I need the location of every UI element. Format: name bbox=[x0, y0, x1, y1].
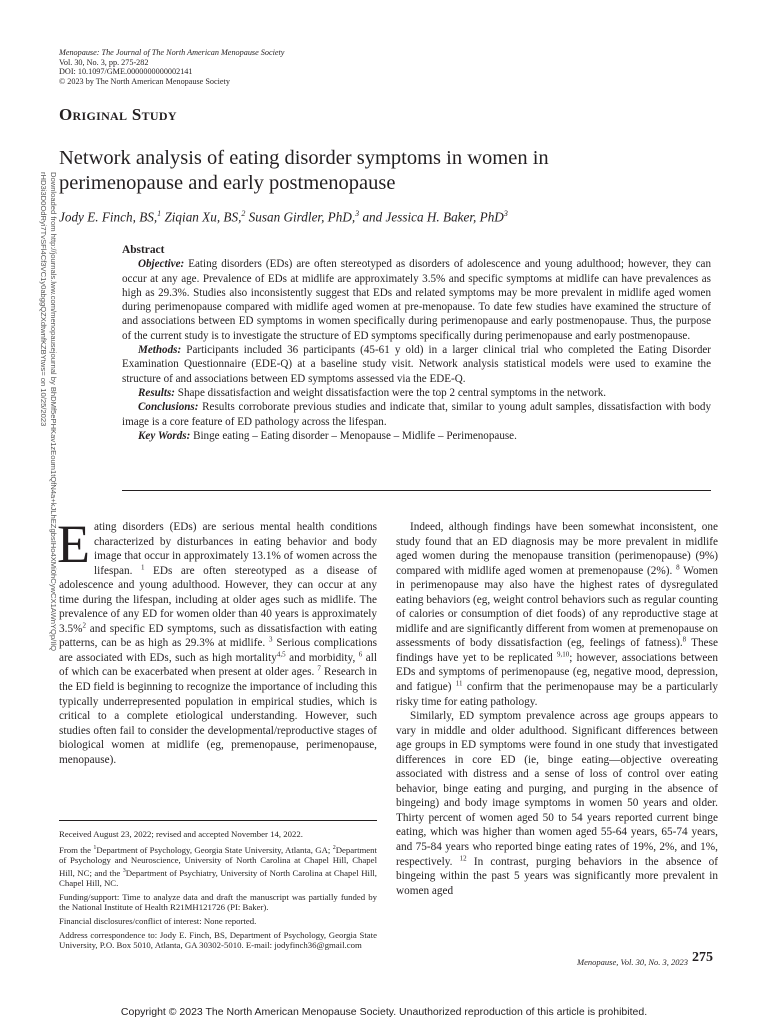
journal-header bbox=[59, 48, 419, 86]
footnotes bbox=[59, 829, 377, 954]
disclosures-note: Financial disclosures/conflict of interest: None reported. bbox=[59, 915, 257, 926]
funding-note: Funding/support: Time to analyze data and draft the manuscript was partially funded by the National Institute of Health R21MH121726 (PI: Baker). bbox=[59, 891, 377, 913]
page-number: 275 bbox=[692, 950, 713, 965]
footnote-divider bbox=[59, 820, 377, 821]
download-watermark: Downloaded from http://journals.lww.com/menopausejournal by BhDMf5ePHKav1zEoum1tQfN4a+kJLhEZgbsIHo4XMi0hCywCX1AWnYQp/IlQrHD3i3D0OdRyi7TvSFl4Cf3VC1y0abggQZXdtwnfKZBYtws= on 10/25/2023 bbox=[39, 172, 58, 651]
citation-ref[interactable]: 7 bbox=[317, 664, 321, 673]
citation-ref[interactable]: 11 bbox=[455, 679, 463, 688]
body-text: confirm that the perimenopause may be a particularly risky time for eating pathology. bbox=[396, 681, 718, 708]
author-name: Susan Girdler, PhD, bbox=[245, 209, 356, 225]
abstract-divider bbox=[122, 490, 711, 491]
methods-label: Methods: bbox=[138, 344, 182, 357]
body-text: and morbidity, bbox=[285, 651, 359, 664]
footer-journal: Menopause, Vol. 30, No. 3, 2023 bbox=[577, 957, 688, 967]
objective-text: Eating disorders (EDs) are often stereotyped as disorders of adolescence and young adulthood; however, they can occur at any age. Prevalence of EDs at midlife are approximately 3.5% and specific symptoms at midlife can have prevalences as high as 29.3%. Studies also inconsistently suggest that EDs and related symptoms may be more prevalent in midlife aged women during perimenopause compared with midlife aged women at pre-menopause. To date few studies have examined the structure of and associations between ED symptoms in women specifically during perimenopause and early postmenopause. Thus, the purpose of the current study is to investigate the structure of ED symptoms specifically during perimenopause and early postmenopause. bbox=[122, 258, 711, 342]
abstract bbox=[122, 243, 711, 443]
affiliation-mark: 2 bbox=[332, 844, 336, 851]
body-text: Serious complications are associated with EDs, such as high mortality bbox=[59, 637, 377, 664]
body-text: EDs are often stereotyped as a disease of adolescence and young adulthood. However, they can occur at any time during the lifespan, including at older ages such as midlife. The prevalence of any ED for women older than 40 years is approximately 3.5% bbox=[59, 564, 377, 635]
affiliation-mark: 3 bbox=[122, 867, 126, 874]
abstract-methods bbox=[122, 343, 711, 386]
body-column-left bbox=[57, 514, 378, 767]
affiliation-mark: 1 bbox=[93, 844, 97, 851]
footnote-text: Department of Psychology, Georgia State University, Atlanta, GA; bbox=[96, 844, 333, 855]
abstract-objective bbox=[122, 257, 711, 343]
citation-ref[interactable]: 6 bbox=[358, 650, 363, 659]
received-date: Received August 23, 2022; revised and accepted November 14, 2022. bbox=[59, 829, 303, 839]
abstract-conclusions bbox=[122, 400, 711, 429]
doi[interactable]: DOI: 10.1097/GME.0000000000002141 bbox=[59, 67, 193, 77]
correspondence-note: Address correspondence to: Jody E. Finch, BS, Department of Psychology, Georgia State University, P.O. Box 5010, Atlanta, GA 30302-5010. E-mail: jodyfinch36@gmail.com bbox=[59, 929, 377, 951]
results-label: Results: bbox=[138, 386, 175, 399]
affiliations bbox=[59, 843, 377, 889]
author-affiliation: 3 bbox=[503, 209, 508, 218]
citation-ref[interactable]: 2 bbox=[82, 621, 86, 630]
body-text: Similarly, ED symptom prevalence across age groups appears to vary in middle and older adulthood. Significant differences between age groups in ED symptoms were found in one study that investigated differences in core ED (ie, binge eating—objective overeating associated with distress and a sense of loss of control over eating behavior, binge eating and purging, and purging in the absence of bingeing) and body image symptoms in women 50 years and older. Thirty percent of women aged 50 to 54 years reported current binge eating, which was higher than women aged 55-64 years, 65-74 years, and 75-84 years who reported binge eating rates of 19%, 2%, and 1%, respectively. bbox=[396, 710, 718, 868]
body-text: ating disorders (EDs) are serious mental health conditions characterized by disturbances in eating behavior and body image that occur in approximately 13.1% of women across the lifespan. bbox=[94, 521, 377, 577]
body-column-right bbox=[396, 520, 718, 898]
article-title: Network analysis of eating disorder symptoms in women in perimenopause and early postmenopause bbox=[59, 147, 549, 194]
copyright-line: © 2023 by The North American Menopause Society bbox=[59, 76, 230, 86]
body-text: In contrast, purging behaviors in the absence of bingeing within the past 5 years was significantly more prevalent in women aged bbox=[396, 855, 719, 897]
citation-ref[interactable]: 4,5 bbox=[276, 650, 286, 659]
body-text: ; however, associations between EDs and symptoms of perimenopause (eg, negative mood, depression, and fatigue) bbox=[396, 651, 718, 694]
citation-ref[interactable]: 9,10 bbox=[556, 650, 570, 659]
author-list bbox=[59, 209, 659, 225]
body-text: and specific ED symptoms, such as dissatisfaction with eating patterns, can be as high as 29.3% at midlife. bbox=[59, 622, 377, 650]
conclusions-text: Results corroborate previous studies and indicate that, similar to young adult samples, dissatisfaction with body image is a core feature of ED pathology across the lifespan. bbox=[122, 401, 711, 428]
journal-name: Menopause: The Journal of The North American Menopause Society bbox=[59, 48, 285, 57]
drop-cap: E bbox=[57, 514, 90, 574]
footnote-text: Department of Psychology and Neuroscience, University of North Carolina at Chapel Hill, Chapel Hill, NC; and the bbox=[59, 844, 377, 878]
methods-text: Participants included 36 participants (45-61 y old) in a larger clinical trial who completed the Eating Disorder Examination Questionnaire (EDE-Q) at a baseline study visit. Network analysis statistical models were used to examine the structure of and associations between ED symptoms assessed via the EDE-Q. bbox=[122, 344, 711, 385]
body-paragraph bbox=[396, 520, 718, 709]
body-text: Research in the ED field is beginning to recognize the importance of including this typically underrepresented population in empirical studies, which is critical to a complete etiological understanding. However, such studies often fail to consider the developmental/reproductive stages of biological women at midlife (eg, premenopause, perimenopause, menopause). bbox=[59, 666, 377, 766]
body-text: These findings have yet to be replicated bbox=[396, 637, 718, 664]
body-text: Indeed, although findings have been somewhat inconsistent, one study found that an ED diagnosis may be more prevalent in midlife aged women during the menopause transition (perimenopause) (9%) compared with midlife aged women at premenopause (2%). bbox=[396, 521, 718, 577]
abstract-keywords bbox=[122, 429, 711, 443]
copyright-notice: Copyright © 2023 The North American Menopause Society. Unauthorized reproduction of this article is prohibited. bbox=[120, 1006, 648, 1018]
citation-ref[interactable]: 1 bbox=[140, 562, 145, 571]
author-affiliation: 3 bbox=[355, 209, 360, 218]
author-affiliation: 2 bbox=[241, 209, 246, 218]
keywords-text: Binge eating – Eating disorder – Menopause – Midlife – Perimenopause. bbox=[190, 429, 517, 442]
abstract-heading: Abstract bbox=[122, 244, 165, 256]
volume-info: Vol. 30, No. 3, pp. 275-282 bbox=[59, 57, 149, 67]
body-text: all of which can be exacerbated when present at older ages. bbox=[59, 651, 378, 679]
body-paragraph bbox=[57, 514, 378, 767]
section-label: Original Study bbox=[59, 105, 177, 124]
citation-ref[interactable]: 3 bbox=[269, 635, 273, 644]
citation-ref[interactable]: 12 bbox=[459, 853, 467, 862]
citation-ref[interactable]: 8 bbox=[676, 562, 680, 571]
footnote-text: From the bbox=[59, 844, 94, 855]
author-name: and Jessica H. Baker, PhD bbox=[359, 209, 504, 225]
objective-label: Objective: bbox=[138, 258, 185, 271]
author-name: Jody E. Finch, BS, bbox=[59, 209, 158, 225]
body-paragraph bbox=[396, 709, 718, 898]
abstract-results bbox=[122, 386, 711, 400]
conclusions-label: Conclusions: bbox=[138, 401, 199, 414]
author-affiliation: 1 bbox=[157, 209, 162, 218]
body-text: Women in perimenopause may also have the highest rates of dysregulated eating behaviors (eg, weight control behaviors such as regular counting of calories or consumption of diet foods) of any reproductive stage at midlife and are significantly different from women at premenopause on assessments of body dissatisfaction (eg, feelings of fatness). bbox=[396, 564, 719, 650]
results-text: Shape dissatisfaction and weight dissatisfaction were the top 2 central symptoms in the network. bbox=[175, 386, 607, 399]
author-name: Ziqian Xu, BS, bbox=[161, 209, 242, 225]
keywords-label: Key Words: bbox=[138, 429, 191, 442]
citation-ref[interactable]: 8 bbox=[682, 635, 687, 644]
footnote-text: Department of Psychiatry, University of North Carolina at Chapel Hill, Chapel Hill, NC. bbox=[59, 867, 377, 889]
